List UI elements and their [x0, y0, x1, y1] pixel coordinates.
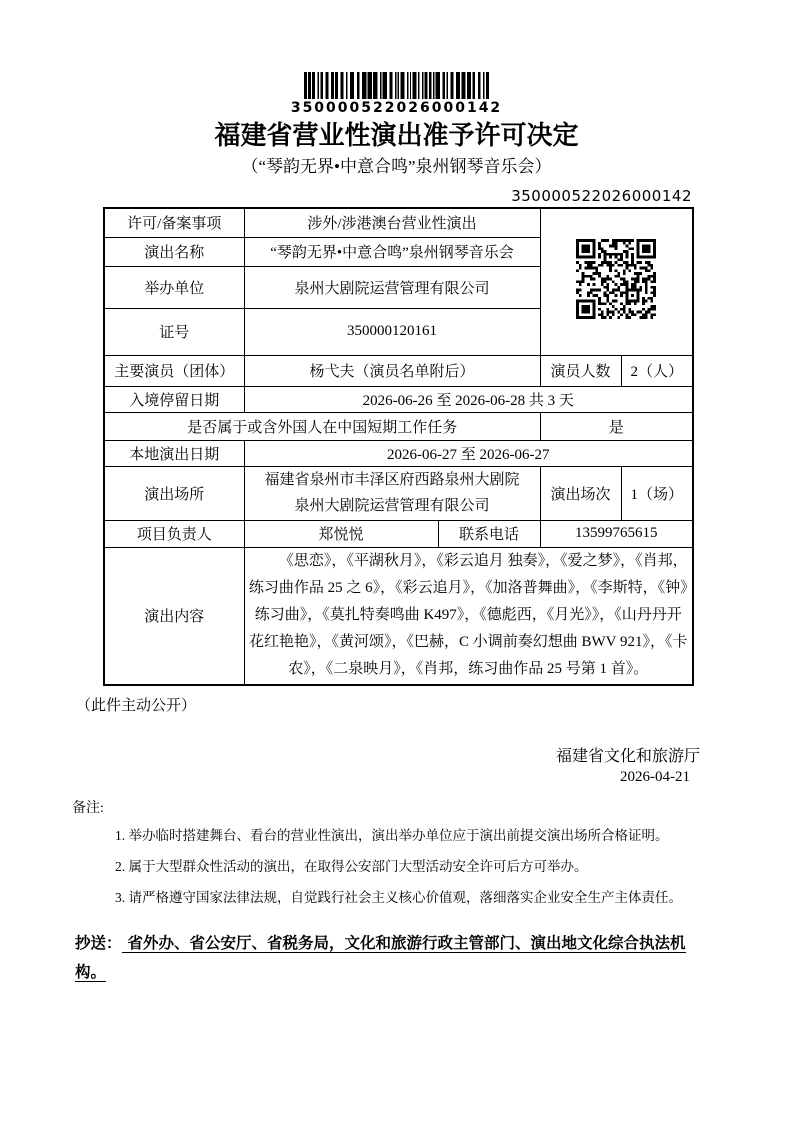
cert-no-value: 350000120161 — [244, 308, 540, 355]
notes-list — [115, 820, 755, 913]
cc-line — [75, 929, 695, 987]
cc-value: 省外办、省公安厅、省税务局，文化和旅游行政主管部门、演出地文化综合执法机构。 — [75, 935, 686, 981]
venue-value — [244, 466, 540, 520]
issuing-agency: 福建省文化和旅游厅 — [555, 748, 700, 765]
manager-value: 郑悦悦 — [244, 520, 438, 547]
sessions-value: 1（场） — [621, 466, 693, 520]
venue-label: 演出场所 — [104, 466, 244, 520]
performer-count-label: 演员人数 — [540, 355, 621, 386]
performers-value: 杨弋夫（演员名单附后） — [244, 355, 540, 386]
cert-no-label: 证号 — [104, 308, 244, 355]
local-dates-label: 本地演出日期 — [104, 440, 244, 466]
table-row — [104, 520, 693, 547]
content-label: 演出内容 — [104, 547, 244, 685]
show-name-label: 演出名称 — [104, 237, 244, 266]
notes-label: 备注: — [72, 801, 104, 816]
table-row — [104, 440, 693, 466]
performer-count-value: 2（人） — [621, 355, 693, 386]
table-row — [104, 547, 693, 685]
barcode-block — [0, 72, 793, 116]
show-name-value: “琴韵无界•中意合鸣”泉州钢琴音乐会 — [244, 237, 540, 266]
foreigner-work-value: 是 — [540, 412, 693, 440]
venue-line-2: 泉州大剧院运营管理有限公司 — [294, 498, 490, 514]
permit-item-label: 许可/备案事项 — [104, 208, 244, 237]
table-row — [104, 355, 693, 386]
local-dates-value: 2026-06-27 至 2026-06-27 — [244, 440, 693, 466]
sessions-label: 演出场次 — [540, 466, 621, 520]
table-row — [104, 412, 693, 440]
issue-date: 2026-04-21 — [620, 769, 690, 785]
organizer-value: 泉州大剧院运营管理有限公司 — [244, 266, 540, 308]
venue-line-1: 福建省泉州市丰泽区府西路泉州大剧院 — [264, 472, 520, 488]
qr-code — [576, 239, 656, 319]
disclosure-note: （此件主动公开） — [76, 698, 197, 714]
phone-value: 13599765615 — [540, 520, 693, 547]
entry-stay-value: 2026-06-26 至 2026-06-28 共 3 天 — [244, 386, 693, 412]
note-item-1: 1. 举办临时搭建舞台、看台的营业性演出，演出举办单位应于演出前提交演出场所合格证明。 — [115, 828, 669, 843]
barcode — [304, 72, 489, 99]
document-title: 福建省营业性演出准予许可决定 — [214, 121, 579, 151]
table-row — [104, 386, 693, 412]
table-row — [104, 466, 693, 520]
table-row — [104, 208, 693, 237]
qr-cell — [540, 208, 693, 355]
phone-label: 联系电话 — [438, 520, 540, 547]
foreigner-work-label: 是否属于或含外国人在中国短期工作任务 — [104, 412, 540, 440]
entry-stay-label: 入境停留日期 — [104, 386, 244, 412]
permit-table — [103, 207, 694, 686]
note-item-3: 3. 请严格遵守国家法律法规，自觉践行社会主义核心价值观，落细落实企业安全生产主体责任。 — [115, 890, 682, 905]
manager-label: 项目负责人 — [104, 520, 244, 547]
document-subtitle: （“琴韵无界•中意合鸣”泉州钢琴音乐会） — [241, 157, 552, 176]
performers-label: 主要演员（团体） — [104, 355, 244, 386]
cc-label: 抄送： — [75, 935, 122, 952]
organizer-label: 举办单位 — [104, 266, 244, 308]
note-item-2: 2. 属于大型群众性活动的演出，在取得公安部门大型活动安全许可后方可举办。 — [115, 859, 588, 874]
barcode-number: 350000522026000142 — [290, 100, 503, 116]
serial-number: 350000522026000142 — [511, 187, 692, 205]
content-value: 《思恋》，《平湖秋月》，《彩云追月 独奏》，《爱之梦》，《肖邦，练习曲作品 25 之 6》，《彩云追月》，《加洛普舞曲》，《李斯特，《钟》练习曲》，《莫扎特奏鸣曲 K497》，《德彪西，《月光》》，《山丹丹开花红艳艳》，《黄河颂》，《巴赫，C 小调前奏幻想曲 BWV 921》，《卡农》，《二泉映月》，《肖邦，练习曲作品 25 号第 1 首》。 — [244, 547, 693, 685]
permit-item-value: 涉外/涉港澳台营业性演出 — [244, 208, 540, 237]
